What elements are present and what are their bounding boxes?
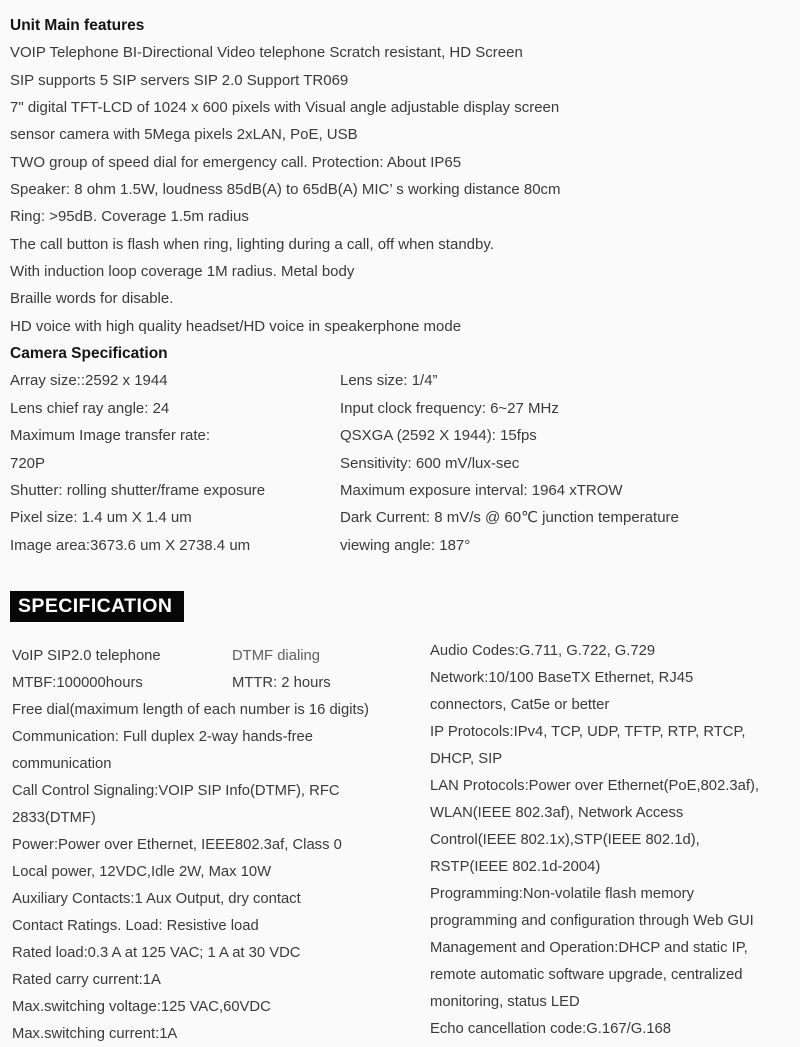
- spec-left-item: Local power, 12VDC,Idle 2W, Max 10W: [12, 863, 272, 880]
- spec-right-item: connectors, Cat5e or better: [430, 696, 610, 713]
- spec-left-item: Rated carry current:1A: [12, 971, 161, 988]
- camera-spec-left-item: Lens chief ray angle: 24: [10, 399, 170, 417]
- feature-line: Speaker: 8 ohm 1.5W, loudness 85dB(A) to 65dB(A) MIC’ s working distance 80cm: [10, 181, 561, 199]
- spec-left-item: MTBF:100000hours: [12, 674, 143, 691]
- unit-features-title: Unit Main features: [10, 17, 145, 34]
- camera-spec-row: [10, 422, 792, 449]
- camera-spec-right-item: Lens size: 1/4”: [340, 372, 438, 390]
- spec-right-item: WLAN(IEEE 802.3af), Network Access: [430, 804, 684, 821]
- spec-left-item: MTTR: 2 hours: [232, 674, 331, 691]
- spec-left-column: [10, 643, 430, 1047]
- feature-line: Ring: >95dB. Coverage 1.5m radius: [10, 208, 249, 226]
- spec-right-item: IP Protocols:IPv4, TCP, UDP, TFTP, RTP, RTCP,: [430, 723, 746, 740]
- spec-right-item: Audio Codes:G.711, G.722, G.729: [430, 642, 656, 659]
- spec-right-item: RSTP(IEEE 802.1d-2004): [430, 858, 601, 875]
- specification-section: [10, 638, 792, 1047]
- camera-spec-left-item: 720P: [10, 454, 46, 472]
- feature-line: sensor camera with 5Mega pixels 2xLAN, PoE, USB: [10, 126, 358, 144]
- camera-spec-left-item: Shutter: rolling shutter/frame exposure: [10, 481, 266, 499]
- specification-header: SPECIFICATION: [10, 591, 184, 622]
- spec-right-item: Echo cancellation code:G.167/G.168: [430, 1020, 672, 1037]
- spec-left-item: 2833(DTMF): [12, 809, 96, 826]
- camera-spec-row: [10, 450, 792, 477]
- spec-pair-row: [12, 670, 430, 697]
- spec-left-item: communication: [12, 755, 112, 772]
- feature-line: With induction loop coverage 1M radius. Metal body: [10, 263, 355, 281]
- camera-spec-row: [10, 532, 792, 559]
- camera-spec-left-item: Image area:3673.6 um X 2738.4 um: [10, 536, 251, 554]
- spec-left-item: Communication: Full duplex 2-way hands-free: [12, 728, 314, 745]
- camera-spec-row: [10, 367, 792, 394]
- feature-line: Braille words for disable.: [10, 290, 174, 308]
- spec-right-item: Programming:Non-volatile flash memory: [430, 885, 694, 902]
- feature-line: 7" digital TFT-LCD of 1024 x 600 pixels with Visual angle adjustable display screen: [10, 99, 560, 117]
- spec-left-item: Auxiliary Contacts:1 Aux Output, dry contact: [12, 890, 301, 907]
- camera-spec-row: [10, 477, 792, 504]
- camera-spec-right-item: Sensitivity: 600 mV/lux-sec: [340, 454, 520, 472]
- camera-spec-left-item: Maximum Image transfer rate:: [10, 427, 211, 445]
- camera-spec-left-item: Pixel size: 1.4 um X 1.4 um: [10, 509, 192, 527]
- spec-pair-row: [12, 643, 430, 670]
- feature-line: The call button is flash when ring, lighting during a call, off when standby.: [10, 235, 494, 253]
- camera-spec-row: [10, 504, 792, 531]
- camera-spec-right-item: Dark Current: 8 mV/s @ 60℃ junction temperature: [340, 509, 679, 527]
- spec-right-item: LAN Protocols:Power over Ethernet(PoE,802.3af),: [430, 777, 759, 794]
- spec-right-item: DHCP, SIP: [430, 750, 503, 767]
- feature-line: SIP supports 5 SIP servers SIP 2.0 Support TR069: [10, 71, 349, 89]
- camera-spec-title: Camera Specification: [10, 345, 168, 363]
- feature-line: TWO group of speed dial for emergency call. Protection: About IP65: [10, 153, 462, 171]
- camera-spec-left-item: Array size::2592 x 1944: [10, 372, 168, 390]
- camera-spec-right-item: viewing angle: 187°: [340, 536, 471, 554]
- spec-left-item: Max.switching current:1A: [12, 1025, 178, 1042]
- spec-right-item: Network:10/100 BaseTX Ethernet, RJ45: [430, 669, 694, 686]
- spec-right-column: [430, 638, 792, 1047]
- spec-left-item: Max.switching voltage:125 VAC,60VDC: [12, 998, 271, 1015]
- spec-left-item: Power:Power over Ethernet, IEEE802.3af, Class 0: [12, 836, 342, 853]
- spec-left-item: Rated load:0.3 A at 125 VAC; 1 A at 30 VDC: [12, 944, 301, 961]
- unit-features-section: [10, 12, 792, 559]
- feature-line: VOIP Telephone BI-Directional Video telephone Scratch resistant, HD Screen: [10, 44, 523, 62]
- spec-right-item: remote automatic software upgrade, centralized: [430, 966, 743, 983]
- spec-right-item: monitoring, status LED: [430, 993, 580, 1010]
- spec-left-item: DTMF dialing: [232, 647, 320, 664]
- spec-right-item: programming and configuration through Web GUI: [430, 912, 754, 929]
- camera-spec-right-item: Maximum exposure interval: 1964 xTROW: [340, 481, 623, 499]
- specification-header-row: [10, 591, 792, 622]
- camera-spec-right-item: Input clock frequency: 6~27 MHz: [340, 399, 559, 417]
- spec-left-item: VoIP SIP2.0 telephone: [12, 647, 161, 664]
- spec-left-item: Call Control Signaling:VOIP SIP Info(DTMF), RFC: [12, 782, 340, 799]
- camera-spec-right-item: QSXGA (2592 X 1944): 15fps: [340, 427, 537, 445]
- spec-left-item: Free dial(maximum length of each number is 16 digits): [12, 701, 369, 718]
- spec-right-item: Control(IEEE 802.1x),STP(IEEE 802.1d),: [430, 831, 700, 848]
- feature-line: HD voice with high quality headset/HD voice in speakerphone mode: [10, 317, 462, 335]
- spec-right-item: Management and Operation:DHCP and static IP,: [430, 939, 748, 956]
- camera-spec-row: [10, 395, 792, 422]
- spec-left-item: Contact Ratings. Load: Resistive load: [12, 917, 259, 934]
